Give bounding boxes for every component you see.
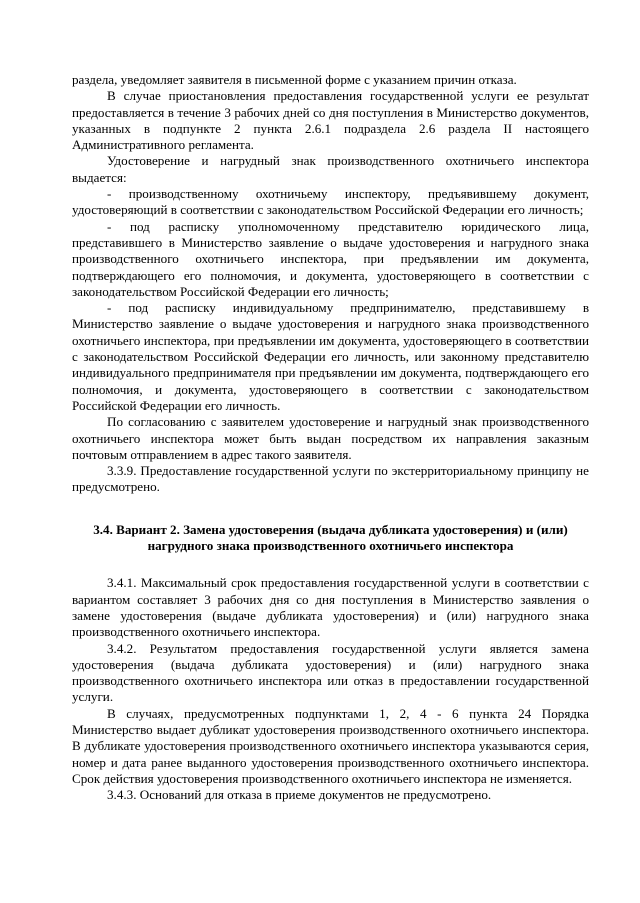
list-item-inspector: - производственному охотничьему инспектору, предъявившему документ, удостоверяющий в соответствии с законодательством Российской Федерации его личность; [72, 186, 589, 218]
section-heading-3-4: 3.4. Вариант 2. Замена удостоверения (выдача дубликата удостоверения) и (или) нагрудного знака производственного охотничьего инспектора [93, 521, 568, 554]
paragraph-issuance-intro: Удостоверение и нагрудный знак производственного охотничьего инспектора выдается: [72, 153, 589, 185]
paragraph-postal-delivery: По согласованию с заявителем удостоверение и нагрудный знак производственного охотничьего инспектора может быть выдан посредством их направления заказным почтовым отправлением в адрес такого заявителя. [72, 414, 589, 462]
paragraph-3-4-2: 3.4.2. Результатом предоставления государственной услуги является замена удостоверения (выдача дубликата удостоверения) и (или) нагрудного знака производственного охотничьего инспектора или отказ в предоставлении государственной услуги. [72, 640, 589, 705]
paragraph-3-3-9: 3.3.9. Предоставление государственной услуги по экстерриториальному принципу не предусмотрено. [72, 463, 589, 495]
list-item-entrepreneur: - под расписку индивидуальному предпринимателю, представившему в Министерство заявление о выдаче удостоверения и нагрудного знака производственного охотничьего инспектора, при предъявлении им документа, удостоверяющего в соответствии с законодательством Российской Федерации его личность, или законному представителю индивидуального предпринимателя при предъявлении им документа, подтверждающего его полномочия, и документа, удостоверяющего в соответствии с законодательством Российской Федерации его личность. [72, 300, 589, 413]
paragraph-continuation: раздела, уведомляет заявителя в письменной форме с указанием причин отказа. [72, 72, 517, 87]
paragraph-3-4-1: 3.4.1. Максимальный срок предоставления государственной услуги в соответствии с вариантом составляет 3 рабочих дня со дня поступления в Министерство заявления о замене удостоверения (выдаче дубликата удостоверения) и (или) нагрудного знака производственного охотничьего инспектора. [72, 575, 589, 640]
document-page [72, 72, 589, 803]
paragraph-duplicate-cases: В случаях, предусмотренных подпунктами 1, 2, 4 - 6 пункта 24 Порядка Министерство выдает дубликат удостоверения производственного охотничьего инспектора. В дубликате удостоверения производственного охотничьего инспектора указываются серия, номер и дата ранее выданного удостоверения производственного охотничьего инспектора. Срок действия удостоверения производственного охотничьего инспектора не изменяется. [72, 705, 589, 786]
paragraph-suspension-result: В случае приостановления предоставления государственной услуги ее результат предоставляется в течение 3 рабочих дней со дня поступления в Министерство документов, указанных в подпункте 2 пункта 2.6.1 подраздела 2.6 раздела II настоящего Административного регламента. [72, 88, 589, 153]
paragraph-3-4-3: 3.4.3. Оснований для отказа в приеме документов не предусмотрено. [107, 787, 492, 803]
list-item-legal-entity: - под расписку уполномоченному представителю юридического лица, представившего в Министерство заявление о выдаче удостоверения и нагрудного знака производственного охотничьего инспектора, при предъявлении им документа, подтверждающего его полномочия, и документа, удостоверяющего в соответствии с законодательством Российской Федерации его личность; [72, 218, 589, 299]
